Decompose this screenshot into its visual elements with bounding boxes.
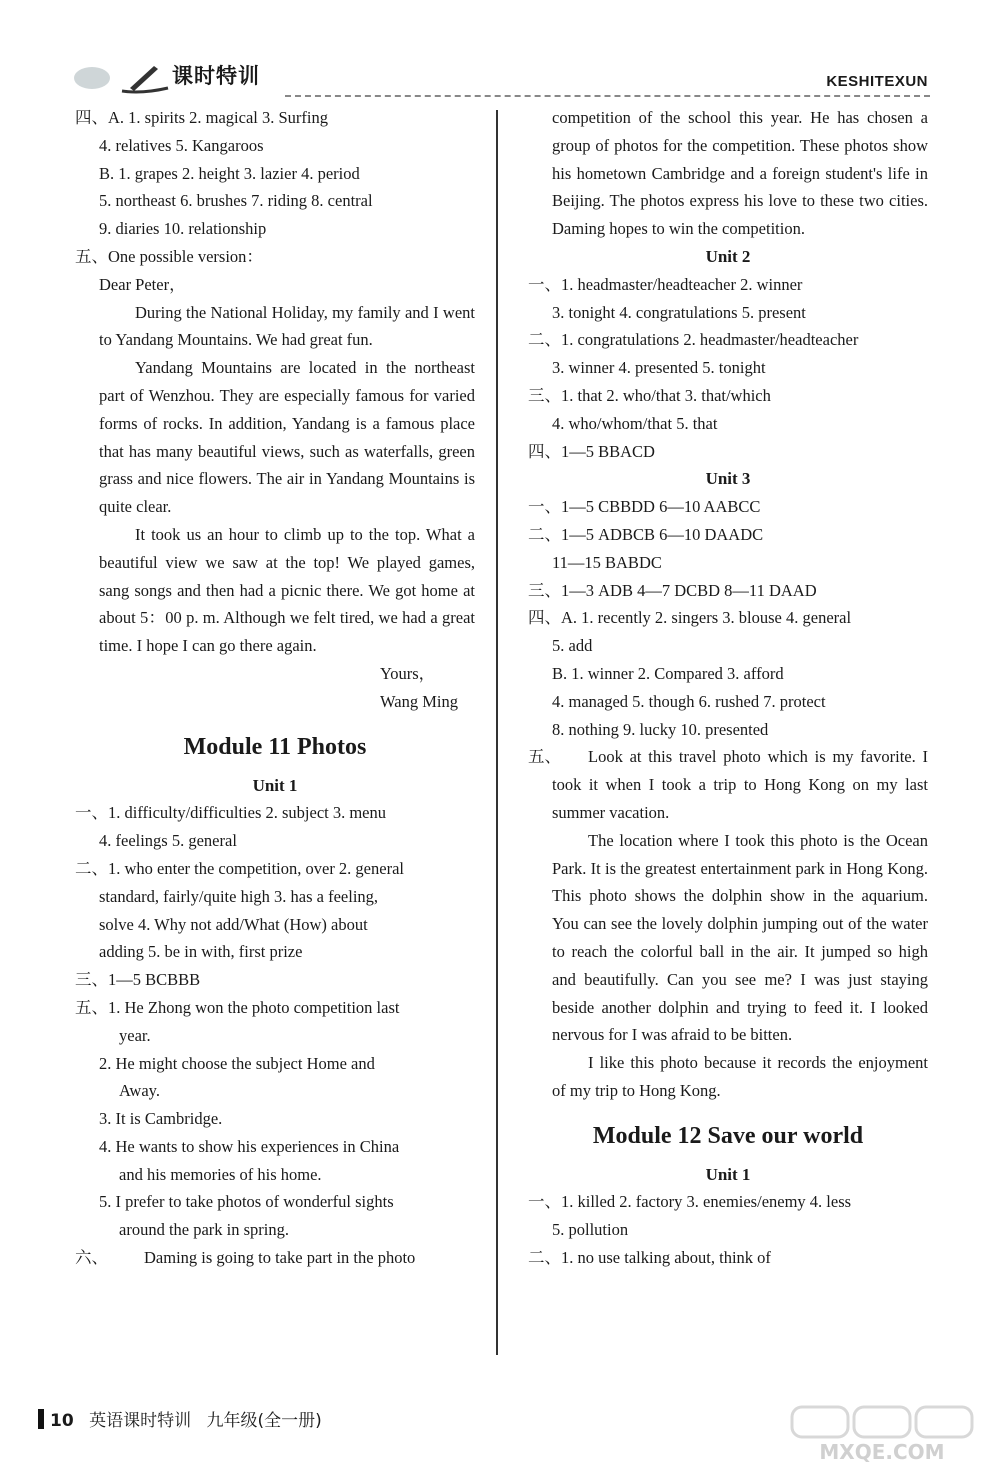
answer-line: 5. pollution: [552, 1220, 629, 1240]
answer-line: 一、1. headmaster/headteacher 2. winner: [528, 274, 803, 294]
answer-line: 一、1. difficulty/difficulties 2. subject 3. menu: [75, 803, 387, 823]
answer-line: B. 1. grapes 2. height 3. lazier 4. period: [99, 163, 360, 183]
answer-line: 5. northeast 6. brushes 7. riding 8. central: [99, 191, 373, 211]
answer-line: 一、1. killed 2. factory 3. enemies/enemy 4. less: [528, 1192, 852, 1212]
answer-line: 四、1—5 BBACD: [528, 441, 655, 461]
answer-line: 三、1. that 2. who/that 3. that/which: [528, 385, 771, 405]
watermark-logo-icon: [790, 1405, 975, 1463]
answer-line: 二、1. congratulations 2. headmaster/headteacher: [528, 330, 859, 350]
answer-line: 3. It is Cambridge.: [99, 1109, 223, 1129]
answer-line: 三、1—3 ADB 4—7 DCBD 8—11 DAAD: [528, 580, 817, 600]
brand-name: KESHITEXUN: [826, 73, 928, 90]
letter-greeting: Dear Peter，: [99, 274, 186, 294]
page-number: 10: [50, 1411, 74, 1431]
footer-grade: 九年级(全一册): [206, 1411, 322, 1431]
answer-line: 二、1. who enter the competition, over 2. general: [75, 858, 404, 878]
book-logo-icon: [72, 58, 172, 98]
answer-line: 六、 Daming is going to take part in the photo: [75, 1248, 416, 1268]
answer-line: 5. add: [552, 636, 593, 656]
answer-line: 二、1. no use talking about, think of: [528, 1248, 771, 1268]
footer-bar: [38, 1409, 44, 1429]
answer-line: 五、One possible version：: [75, 246, 263, 266]
composition-paragraph: The location where I took this photo is the Ocean Park. It is the greatest entertainment park in Hong Kong. This photo shows the dolphin show in the aquarium. You can see the lovely dolphin jumping out of the water to reach the colorful ball in the air. It jumped so high and beautifully. Can you see me? I was just staying beside another dolphin and trying to feed it. I looked nervous for I was afraid to be bitten.: [552, 830, 928, 1045]
answer-line: 9. diaries 10. relationship: [99, 219, 267, 239]
answer-line: B. 1. winner 2. Compared 3. afford: [552, 663, 784, 683]
letter-paragraph: It took us an hour to climb up to the top. What a beautiful view we saw at the top! We played games, sang songs and then had a picnic there. We got home at about 5：00 p. m. Although we felt tired, we had a great time. I hope I can go there again.: [99, 524, 475, 656]
letter-paragraph: Yandang Mountains are located in the northeast part of Wenzhou. They are especially famous for varied forms of rocks. In addition, Yandang is a famous place that has many beautiful views, such as waterfalls, green grass and nice flowers. The air in Yandang Mountains is quite clear.: [99, 358, 475, 517]
module-title: Module 11 Photos: [183, 733, 367, 760]
answer-line: 11—15 BABDC: [552, 552, 662, 572]
answer-line: year.: [119, 1025, 151, 1045]
unit-title: Unit 1: [252, 775, 298, 795]
answer-line: 3. tonight 4. congratulations 5. present: [552, 302, 806, 322]
answer-line: 5. I prefer to take photos of wonderful sights: [99, 1192, 394, 1212]
left-column: [75, 104, 475, 1272]
answer-line: 4. feelings 5. general: [99, 831, 237, 851]
answer-line: around the park in spring.: [119, 1220, 290, 1240]
composition-paragraph: competition of the school this year. He has chosen a group of photos for the competition. These photos show his hometown Cambridge and a foreign student's life in Beijing. The photos express his love to these two cities. Daming hopes to win the competition.: [552, 108, 928, 239]
answer-line: 三、1—5 BCBBB: [75, 970, 201, 990]
letter-signature: Wang Ming: [380, 691, 458, 711]
answer-line: 4. He wants to show his experiences in China: [99, 1136, 400, 1156]
unit-title: Unit 1: [705, 1164, 751, 1184]
answer-line: standard, fairly/quite high 3. has a feeling,: [99, 886, 379, 906]
answer-line: 4. who/whom/that 5. that: [552, 413, 718, 433]
answer-line: 4. relatives 5. Kangaroos: [99, 135, 264, 155]
answer-line: adding 5. be in with, first prize: [99, 942, 303, 962]
module-title: Module 12 Save our world: [592, 1122, 864, 1149]
watermark-text: MXQE.COM: [819, 1440, 945, 1463]
answer-line: 2. He might choose the subject Home and: [99, 1053, 375, 1073]
answer-line: 四、A. 1. recently 2. singers 3. blouse 4. general: [528, 608, 852, 628]
composition-paragraph: Look at this travel photo which is my favorite. I took it when I took a trip to Hong Kong on my last summer vacation.: [552, 747, 928, 822]
letter-paragraph: During the National Holiday, my family and I went to Yandang Mountains. We had great fun.: [99, 302, 475, 350]
book-title: 课时特训: [172, 64, 260, 88]
answer-line: solve 4. Why not add/What (How) about: [99, 914, 368, 934]
unit-title: Unit 3: [705, 469, 751, 489]
composition: [528, 743, 928, 826]
composition-paragraph: I like this photo because it records the enjoyment of my trip to Hong Kong.: [552, 1053, 928, 1100]
header-rule: [285, 95, 930, 97]
unit-title: Unit 2: [705, 246, 751, 266]
footer-book-title: 英语课时特训: [89, 1411, 192, 1431]
right-column: [528, 104, 928, 1272]
answer-line: 四、A. 1. spirits 2. magical 3. Surfing: [75, 108, 328, 127]
answer-line: 五、1. He Zhong won the photo competition last: [75, 997, 400, 1017]
answer-line: and his memories of his home.: [119, 1164, 322, 1184]
answer-line: 4. managed 5. though 6. rushed 7. protect: [552, 691, 826, 711]
page-footer: [38, 1406, 322, 1431]
answer-line: 8. nothing 9. lucky 10. presented: [552, 719, 769, 739]
column-divider: [496, 110, 498, 1355]
answer-line: 一、1—5 CBBDD 6—10 AABCC: [528, 497, 761, 517]
question-label: 五、: [528, 747, 561, 767]
answer-line: 二、1—5 ADBCB 6—10 DAADC: [528, 524, 764, 544]
letter-closing: Yours，: [380, 663, 436, 683]
answer-line: 3. winner 4. presented 5. tonight: [552, 358, 766, 378]
answer-line: Away.: [119, 1081, 160, 1101]
